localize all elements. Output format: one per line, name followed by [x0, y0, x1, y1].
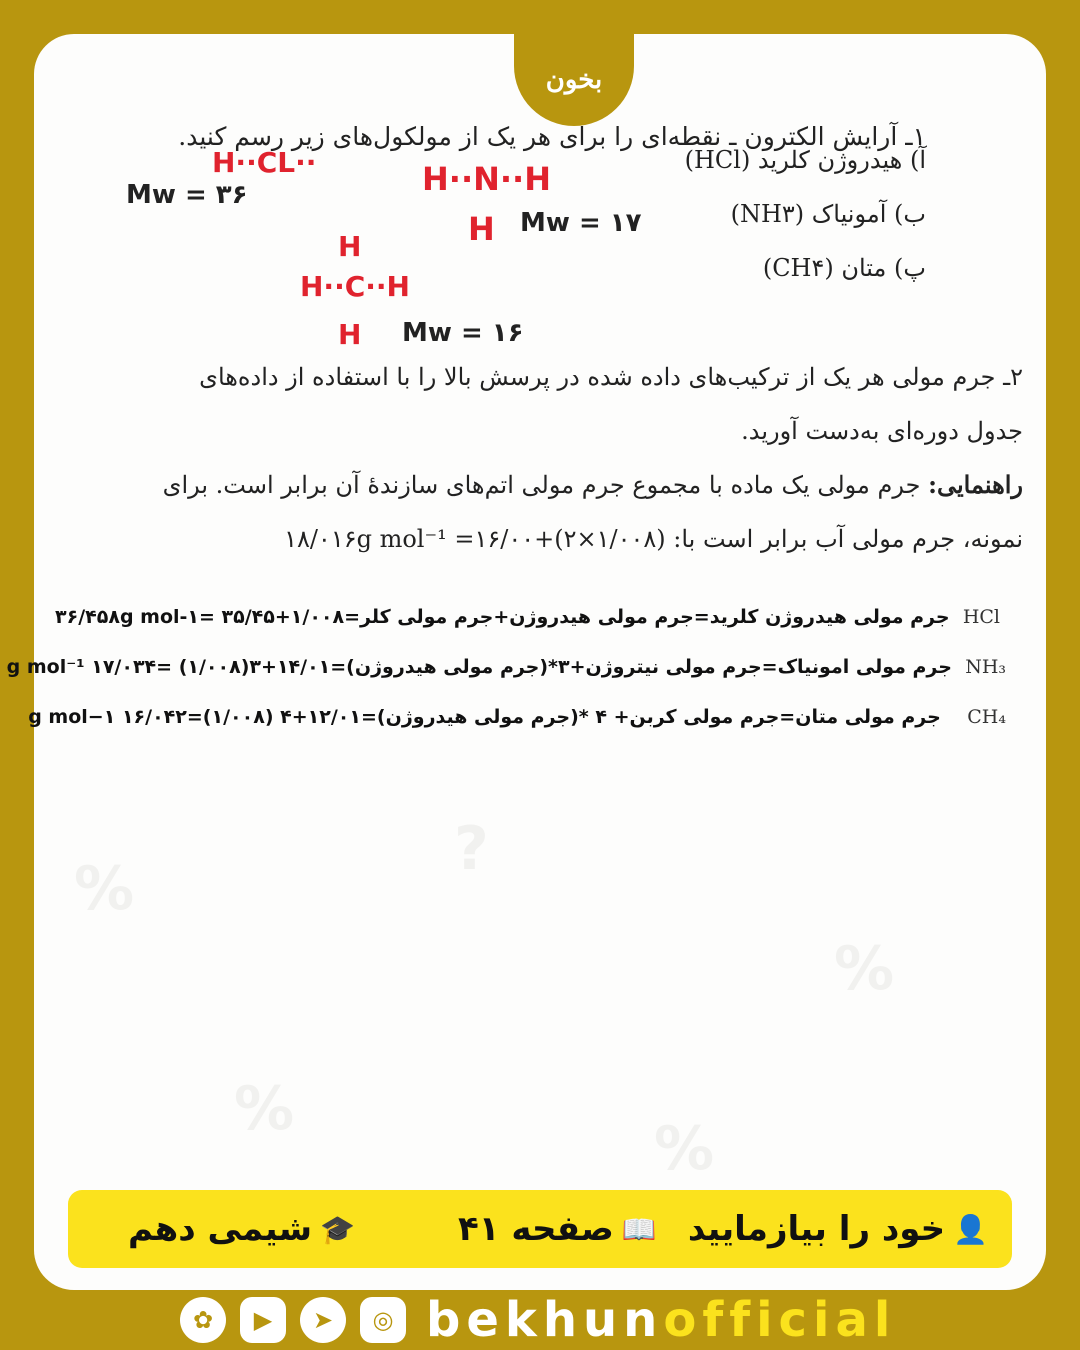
- watermark-percent-2: %: [834, 934, 895, 1004]
- answer-nh3-text: جرم مولی امونیاک=جرم مولی نیتروژن+۳*(جرم مولی هیدروژن)=۱۴/۰۱+۳(۱/۰۰۸) =۱۷/۰۳۴ g mol⁻¹: [6, 656, 952, 678]
- lewis-ch4-bottom: H: [338, 318, 362, 351]
- watermark-percent: %: [74, 854, 135, 924]
- mw-nh3: Mw = ۱۷: [520, 208, 642, 238]
- brand-handle[interactable]: [426, 1292, 896, 1348]
- answer-ch4-symbol: CH₄: [967, 706, 1006, 728]
- mw-ch4: Mw = ۱۶: [402, 318, 524, 348]
- question-2-line2: جدول دوره‌ای به‌دست آورید.: [741, 417, 1023, 445]
- question-2-line1: ۲ـ جرم مولی هر یک از ترکیب‌های داده شده در پرسش بالا را با استفاده از داده‌های: [199, 363, 1023, 391]
- book-icon: 📖: [621, 1212, 657, 1246]
- footer-page: [458, 1190, 657, 1268]
- watermark-percent-3: %: [234, 1074, 295, 1144]
- lewis-ch4: H··C··H: [300, 270, 410, 303]
- lewis-nh3: H··N··H: [422, 160, 551, 198]
- footer-self-test-label: خود را بیازمایید: [687, 1209, 946, 1249]
- answer-ch4: [28, 706, 1006, 728]
- footer-subject-label: شیمی دهم: [128, 1209, 313, 1249]
- brand-part1: bekhun: [426, 1292, 664, 1348]
- instagram-icon[interactable]: ◎: [360, 1297, 406, 1343]
- brand-part2: official: [663, 1292, 897, 1348]
- question-1: ۱ـ آرایش الکترون ـ نقطه‌ای را برای هر یک از مولکول‌های زیر رسم کنید.: [178, 122, 926, 151]
- content-card: [6, 34, 1046, 1290]
- lewis-ch4-top: H: [338, 230, 362, 263]
- lewis-nh3-bottom: H: [468, 210, 495, 248]
- logo-badge: [514, 34, 634, 126]
- answer-nh3-symbol: NH₃: [965, 656, 1006, 678]
- hint-line1: [108, 458, 1023, 512]
- item-ch4: پ) متان (CH۴): [762, 254, 926, 282]
- youtube-icon[interactable]: ▶: [240, 1297, 286, 1343]
- answer-hcl-symbol: HCl: [962, 606, 1000, 628]
- hint-text: جرم مولی یک ماده با مجموع جرم مولی اتم‌های سازندۀ آن برابر است. برای: [162, 471, 929, 499]
- footer-self-test: [688, 1190, 988, 1268]
- hint-line2: نمونه، جرم مولی آب برابر است با: ۱۸/۰۱۶g mol⁻¹ =۱۶/۰۰+(۲×۱/۰۰۸): [284, 525, 1023, 553]
- logo: بخون: [545, 65, 603, 95]
- social-bar: [180, 1290, 896, 1350]
- graduation-icon: 🎓: [320, 1212, 355, 1246]
- item-hcl: آ) هیدروژن کلرید (HCl): [684, 146, 926, 174]
- teacher-icon: 👤: [953, 1212, 988, 1246]
- footer-bar: [68, 1190, 1012, 1268]
- item-nh3: ب) آمونیاک (NH۳): [730, 200, 926, 228]
- aparat-icon[interactable]: ✿: [180, 1297, 226, 1343]
- answer-hcl: [55, 606, 1000, 628]
- footer-subject: [128, 1190, 355, 1268]
- hint-label: راهنمایی:: [928, 470, 1023, 499]
- watermark-question: ?: [454, 814, 489, 884]
- footer-page-label: صفحه ۴۱: [458, 1209, 614, 1249]
- lewis-hcl: H··CL··: [212, 146, 317, 179]
- telegram-icon[interactable]: ➤: [300, 1297, 346, 1343]
- answer-nh3: [7, 656, 1006, 678]
- answer-ch4-text: جرم مولی متان=جرم مولی کربن+ ۴ *(جرم مولی هیدروژن)=۱۲/۰۱+۴ (۱/۰۰۸)=۱۶/۰۴۲ g mol−۱: [28, 706, 941, 728]
- mw-hcl: Mw = ۳۶: [126, 180, 248, 210]
- watermark-percent-4: %: [654, 1114, 715, 1184]
- answer-hcl-text: جرم مولی هیدروژن کلرید=جرم مولی هیدروژن+جرم مولی کلر=۱/۰۰۸+۳۵/۴۵ =۳۶/۴۵۸g mol-۱: [55, 606, 950, 628]
